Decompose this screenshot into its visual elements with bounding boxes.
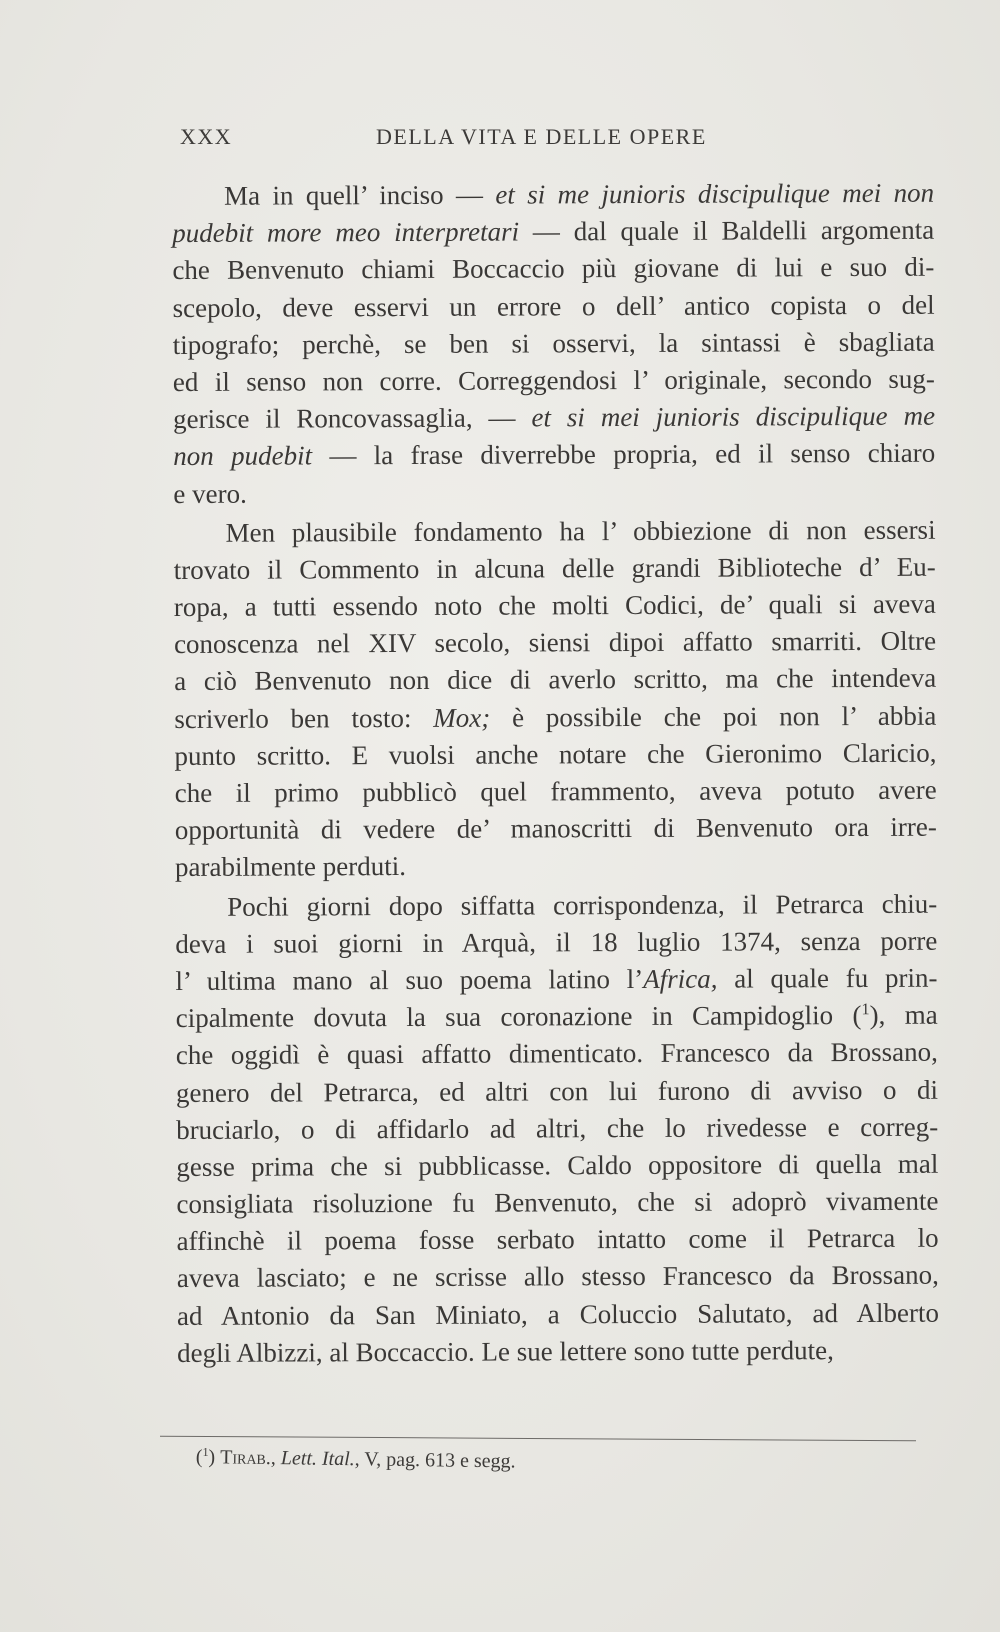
line-text: scepolo, deve esservi un errore o dell’ antico copista o del [172, 289, 935, 323]
footnote-author: Tirab. [220, 1446, 272, 1470]
line-text: Men plausibile fondamento ha l’ obbiezione di non essersi [225, 514, 936, 548]
text-line [173, 472, 935, 513]
line-text: Ma in quell’ inciso — [224, 179, 496, 211]
text-line [175, 922, 937, 963]
text-line [172, 175, 934, 216]
text-line [172, 286, 934, 327]
text-line [173, 398, 935, 439]
line-text: consigliata risoluzione fu Benvenuto, che si adoprò vivamente [176, 1185, 939, 1220]
line-text: bruciarlo, o di affidarlo ad altri, che lo rivedesse e correg- [176, 1111, 939, 1145]
text-line [176, 1146, 938, 1187]
text-line [175, 809, 937, 850]
text-line [172, 249, 934, 290]
footnote-marker: 1 [202, 1444, 209, 1459]
line-text: punto scritto. E vuolsi anche notare che Gieronimo Claricio, [174, 737, 937, 771]
line-text: — la frase diverrebbe propria, ed il senso chiaro [311, 437, 936, 471]
line-text: aveva lasciato; e ne scrisse allo stesso Francesco da Brossano, [176, 1260, 939, 1294]
line-text: ropa, a tutti essendo noto che molti Codici, de’ quali si aveva [173, 588, 936, 623]
line-text: gesse prima che si pubblicasse. Caldo oppositore di quella mal [176, 1148, 939, 1182]
text-line [174, 549, 936, 590]
line-text: l’ ultima mano al suo poema latino l’ [175, 963, 644, 996]
text-line [174, 734, 936, 775]
text-line [177, 1220, 939, 1261]
line-text: affinchè il poema fosse serbato intatto come il Petrarca lo [176, 1222, 939, 1257]
line-text: a ciò Benvenuto non dice di averlo scritto, ma che intendeva [174, 663, 937, 697]
footnote-reference: 1 [861, 1000, 870, 1019]
line-text: e vero. [173, 478, 247, 509]
text-line [173, 323, 935, 364]
line-italic-text: pudebit more meo interpretari [172, 216, 520, 249]
line-text: che oggidì è quasi affatto dimenticato. Francesco da Brossano, [175, 1036, 938, 1071]
line-text: conoscenza nel XIV secolo, siensi dipoi affatto smarriti. Oltre [173, 625, 937, 660]
line-text: che Benvenuto chiami Boccaccio più giovane di lui e suo di- [172, 252, 935, 286]
line-italic-text: non pudebit [173, 440, 313, 472]
line-italic-text: Mox; [433, 702, 491, 733]
line-italic-text: et si me junioris discipulique mei non [495, 177, 935, 210]
footnote-rule [160, 1436, 916, 1442]
line-text: cipalmente dovuta la sua coronazione in Campidoglio ( [175, 1000, 862, 1034]
text-line [177, 1257, 939, 1298]
line-text: deva i suoi giorni in Arquà, il 18 luglio 1374, senza porre [175, 925, 938, 959]
body-text [172, 175, 939, 1372]
page-number: XXX [180, 124, 233, 149]
line-text: trovato il Commento in alcuna delle grandi Biblioteche d’ Eu- [173, 551, 936, 585]
text-line [176, 1108, 938, 1149]
line-italic-text: Africa, [643, 963, 718, 994]
footnote-work: Lett. Ital. [280, 1447, 355, 1471]
line-text: — dal quale il Baldelli argomenta [519, 214, 935, 247]
line-text: ad Antonio da San Miniato, a Coluccio Salutato, ad Alberto [176, 1297, 940, 1331]
footnote: ($^1$) Tirab., Lett. Ital., V, pag. 613 e segg. [195, 1444, 516, 1473]
line-italic-text: et si mei junioris discipulique me [531, 400, 936, 433]
text-line [173, 361, 935, 402]
line-text: gerisce il Roncovassaglia, — [172, 402, 532, 435]
text-line [177, 1294, 939, 1335]
line-text: scriverlo ben tosto: [174, 702, 434, 734]
text-line [176, 1071, 938, 1112]
line-text: opportunità di vedere de’ manoscritti di Benvenuto ora irre- [174, 811, 937, 846]
text-line [174, 623, 936, 664]
running-title: DELLA VITA E DELLE OPERE [376, 124, 707, 149]
text-line [175, 885, 937, 926]
text-line [175, 772, 937, 813]
line-text: ed il senso non corre. Correggendosi l’ originale, secondo sug- [172, 363, 935, 397]
text-line [176, 1034, 938, 1075]
line-text: genero del Petrarca, ed altri con lui furono di avviso o di [175, 1074, 939, 1108]
text-line [176, 1183, 938, 1224]
line-text: tipografo; perchè, se ben si osservi, la sintassi è sbagliata [172, 326, 935, 360]
line-text: che il primo pubblicò quel frammento, aveva potuto avere [174, 774, 937, 808]
line-text: ), ma [869, 999, 938, 1031]
text-line [172, 212, 934, 253]
line-text: parabilmente perduti. [174, 851, 406, 883]
line-text: è possibile che poi non l’ abbia [490, 700, 937, 733]
text-line [174, 697, 936, 738]
line-text: degli Albizzi, al Boccaccio. Le sue lettere sono tutte perdute, [177, 1334, 834, 1368]
text-line [173, 511, 935, 552]
footnote-rest: , V, pag. 613 e segg. [354, 1448, 516, 1473]
text-line [175, 846, 937, 887]
text-line [174, 660, 936, 701]
line-text: al quale fu prin- [717, 962, 938, 994]
text-line [176, 997, 938, 1038]
text-line [175, 960, 937, 1001]
line-text: Pochi giorni dopo siffatta corrispondenza, il Petrarca chiu- [227, 888, 938, 922]
text-line [174, 586, 936, 627]
text-line [173, 435, 935, 476]
text-line [177, 1331, 939, 1372]
